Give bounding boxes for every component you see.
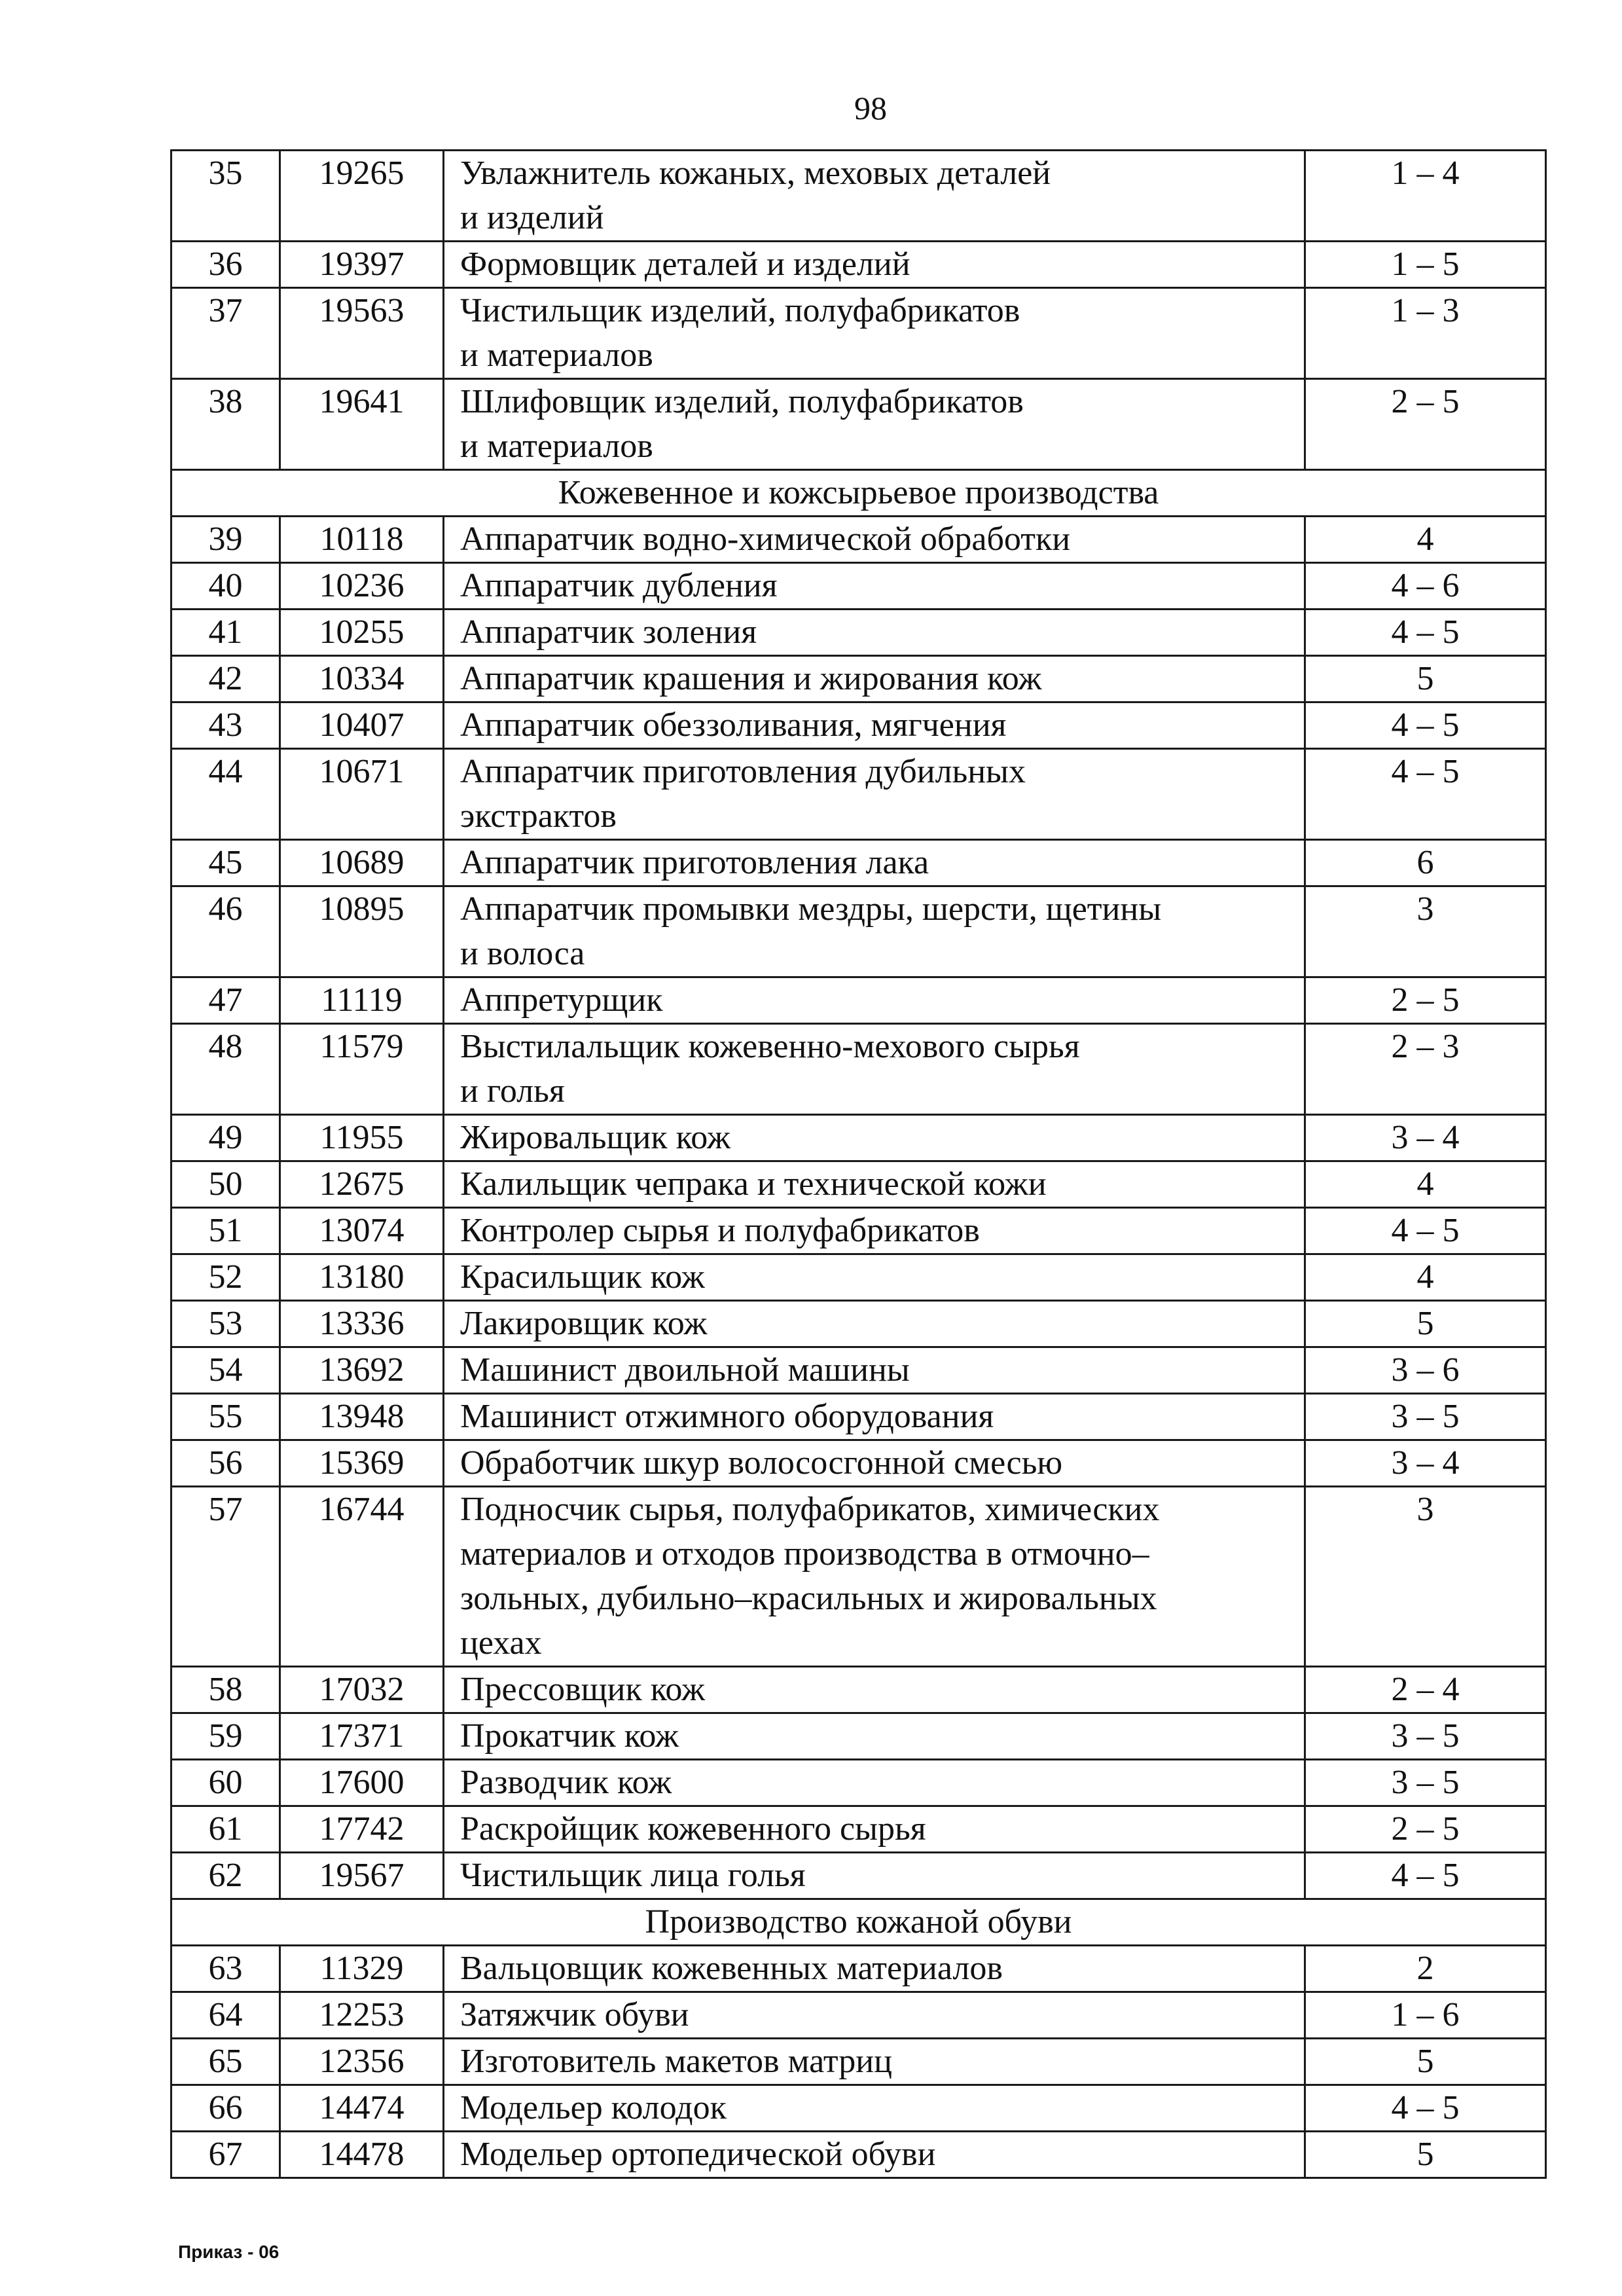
profession-name: Красильщик кож (444, 1254, 1305, 1301)
table-row (171, 1161, 1546, 1208)
profession-code: 12253 (280, 1992, 444, 2039)
table-row (171, 1301, 1546, 1347)
document-footer: Приказ - 06 (178, 2242, 279, 2262)
table-row (171, 1254, 1546, 1301)
row-number: 50 (171, 1161, 280, 1208)
profession-name: Аппаратчик приготовления лака (444, 840, 1305, 886)
profession-code: 19567 (280, 1853, 444, 1899)
profession-code: 10689 (280, 840, 444, 886)
profession-name: Чистильщик лица голья (444, 1853, 1305, 1899)
profession-code: 17742 (280, 1806, 444, 1853)
profession-code: 19641 (280, 379, 444, 470)
profession-code: 10895 (280, 886, 444, 977)
profession-code: 16744 (280, 1487, 444, 1667)
table-row (171, 517, 1546, 563)
profession-code: 17371 (280, 1713, 444, 1760)
table-row (171, 1487, 1546, 1667)
table-row (171, 1394, 1546, 1440)
grade-range: 4 – 5 (1305, 610, 1546, 656)
profession-name: Модельер ортопедической обуви (444, 2132, 1305, 2178)
profession-code: 13692 (280, 1347, 444, 1394)
grade-range: 2 – 5 (1305, 1806, 1546, 1853)
table-row (171, 1440, 1546, 1487)
grade-range: 1 – 5 (1305, 242, 1546, 288)
table-row (171, 1115, 1546, 1161)
grade-range: 2 – 5 (1305, 379, 1546, 470)
grade-range: 3 – 6 (1305, 1347, 1546, 1394)
grade-range: 4 (1305, 1161, 1546, 1208)
profession-code: 17032 (280, 1667, 444, 1713)
profession-code: 17600 (280, 1760, 444, 1806)
table-row (171, 563, 1546, 610)
row-number: 43 (171, 702, 280, 749)
grade-range: 4 – 5 (1305, 749, 1546, 840)
profession-name: Аппаратчик водно-химической обработки (444, 517, 1305, 563)
profession-name: Раскройщик кожевенного сырья (444, 1806, 1305, 1853)
grade-range: 4 (1305, 1254, 1546, 1301)
table-row (171, 1208, 1546, 1254)
profession-code: 12675 (280, 1161, 444, 1208)
table-row (171, 1713, 1546, 1760)
grade-range: 3 – 4 (1305, 1440, 1546, 1487)
grade-range: 6 (1305, 840, 1546, 886)
grade-range: 4 – 5 (1305, 2085, 1546, 2132)
profession-code: 13948 (280, 1394, 444, 1440)
grade-range: 4 – 6 (1305, 563, 1546, 610)
table-row (171, 379, 1546, 470)
profession-code: 12356 (280, 2039, 444, 2085)
grade-range: 5 (1305, 656, 1546, 702)
grade-range: 2 – 4 (1305, 1667, 1546, 1713)
profession-name: Шлифовщик изделий, полуфабрикатов и материалов (444, 379, 1305, 470)
grade-range: 3 – 5 (1305, 1760, 1546, 1806)
profession-name: Увлажнитель кожаных, меховых деталей и изделий (444, 151, 1305, 242)
profession-name: Контролер сырья и полуфабрикатов (444, 1208, 1305, 1254)
row-number: 58 (171, 1667, 280, 1713)
grade-range: 1 – 4 (1305, 151, 1546, 242)
grade-range: 4 (1305, 517, 1546, 563)
profession-code: 10118 (280, 517, 444, 563)
grade-range: 3 (1305, 886, 1546, 977)
profession-code: 14474 (280, 2085, 444, 2132)
profession-name: Аппаратчик приготовления дубильных экстрактов (444, 749, 1305, 840)
profession-name: Аппаратчик обеззоливания, мягчения (444, 702, 1305, 749)
profession-code: 13336 (280, 1301, 444, 1347)
profession-name: Выстилальщик кожевенно-мехового сырья и голья (444, 1024, 1305, 1115)
profession-name: Обработчик шкур волососгонной смесью (444, 1440, 1305, 1487)
row-number: 55 (171, 1394, 280, 1440)
profession-name: Прессовщик кож (444, 1667, 1305, 1713)
row-number: 35 (171, 151, 280, 242)
section-title: Кожевенное и кожсырьевое производства (171, 470, 1546, 517)
row-number: 51 (171, 1208, 280, 1254)
row-number: 64 (171, 1992, 280, 2039)
profession-code: 10334 (280, 656, 444, 702)
profession-name: Аппаратчик промывки мездры, шерсти, щетины и волоса (444, 886, 1305, 977)
grade-range: 5 (1305, 2132, 1546, 2178)
profession-code: 14478 (280, 2132, 444, 2178)
row-number: 42 (171, 656, 280, 702)
profession-code: 10255 (280, 610, 444, 656)
grade-range: 2 (1305, 1946, 1546, 1992)
profession-name: Чистильщик изделий, полуфабрикатов и материалов (444, 288, 1305, 379)
table-row (171, 242, 1546, 288)
row-number: 38 (171, 379, 280, 470)
profession-code: 13074 (280, 1208, 444, 1254)
row-number: 66 (171, 2085, 280, 2132)
row-number: 61 (171, 1806, 280, 1853)
table-row (171, 749, 1546, 840)
table-row (171, 1667, 1546, 1713)
profession-name: Модельер колодок (444, 2085, 1305, 2132)
table-row (171, 1024, 1546, 1115)
section-header-row (171, 470, 1546, 517)
row-number: 52 (171, 1254, 280, 1301)
table-row (171, 2085, 1546, 2132)
grade-range: 4 – 5 (1305, 1208, 1546, 1254)
grade-range: 5 (1305, 1301, 1546, 1347)
table-row (171, 656, 1546, 702)
grade-range: 3 – 4 (1305, 1115, 1546, 1161)
profession-name: Изготовитель макетов матриц (444, 2039, 1305, 2085)
row-number: 54 (171, 1347, 280, 1394)
profession-code: 13180 (280, 1254, 444, 1301)
row-number: 49 (171, 1115, 280, 1161)
profession-code: 11579 (280, 1024, 444, 1115)
profession-code: 10236 (280, 563, 444, 610)
row-number: 48 (171, 1024, 280, 1115)
profession-table-body (171, 151, 1546, 2178)
row-number: 37 (171, 288, 280, 379)
page-number: 98 (854, 90, 887, 126)
row-number: 45 (171, 840, 280, 886)
profession-name: Лакировщик кож (444, 1301, 1305, 1347)
table-row (171, 1347, 1546, 1394)
profession-code: 10671 (280, 749, 444, 840)
profession-name: Прокатчик кож (444, 1713, 1305, 1760)
table-row (171, 610, 1546, 656)
profession-code: 19397 (280, 242, 444, 288)
profession-name: Машинист отжимного оборудования (444, 1394, 1305, 1440)
profession-code: 10407 (280, 702, 444, 749)
table-row (171, 151, 1546, 242)
row-number: 65 (171, 2039, 280, 2085)
row-number: 36 (171, 242, 280, 288)
row-number: 39 (171, 517, 280, 563)
profession-code: 11955 (280, 1115, 444, 1161)
grade-range: 3 (1305, 1487, 1546, 1667)
row-number: 46 (171, 886, 280, 977)
table-row (171, 1992, 1546, 2039)
row-number: 56 (171, 1440, 280, 1487)
table-row (171, 1853, 1546, 1899)
profession-name: Затяжчик обуви (444, 1992, 1305, 2039)
table-row (171, 2132, 1546, 2178)
profession-table (170, 149, 1547, 2179)
grade-range: 2 – 3 (1305, 1024, 1546, 1115)
table-row (171, 2039, 1546, 2085)
row-number: 44 (171, 749, 280, 840)
row-number: 62 (171, 1853, 280, 1899)
table-row (171, 702, 1546, 749)
table-row (171, 1806, 1546, 1853)
table-row (171, 886, 1546, 977)
profession-name: Вальцовщик кожевенных материалов (444, 1946, 1305, 1992)
row-number: 41 (171, 610, 280, 656)
section-title: Производство кожаной обуви (171, 1899, 1546, 1946)
profession-name: Аппаратчик золения (444, 610, 1305, 656)
profession-code: 11329 (280, 1946, 444, 1992)
profession-code: 11119 (280, 977, 444, 1024)
grade-range: 5 (1305, 2039, 1546, 2085)
profession-name: Разводчик кож (444, 1760, 1305, 1806)
table-row (171, 1760, 1546, 1806)
profession-name: Аппаратчик крашения и жирования кож (444, 656, 1305, 702)
profession-name: Подносчик сырья, полуфабрикатов, химических материалов и отходов производства в отмочно– зольных, дубильно–красильных и жировальных цехах (444, 1487, 1305, 1667)
profession-name: Формовщик деталей и изделий (444, 242, 1305, 288)
row-number: 63 (171, 1946, 280, 1992)
row-number: 40 (171, 563, 280, 610)
table-row (171, 840, 1546, 886)
grade-range: 2 – 5 (1305, 977, 1546, 1024)
row-number: 47 (171, 977, 280, 1024)
row-number: 67 (171, 2132, 280, 2178)
grade-range: 3 – 5 (1305, 1394, 1546, 1440)
profession-code: 19265 (280, 151, 444, 242)
row-number: 59 (171, 1713, 280, 1760)
grade-range: 4 – 5 (1305, 1853, 1546, 1899)
profession-name: Аппаратчик дубления (444, 563, 1305, 610)
row-number: 53 (171, 1301, 280, 1347)
row-number: 57 (171, 1487, 280, 1667)
table-row (171, 977, 1546, 1024)
profession-code: 19563 (280, 288, 444, 379)
grade-range: 1 – 6 (1305, 1992, 1546, 2039)
profession-name: Жировальщик кож (444, 1115, 1305, 1161)
row-number: 60 (171, 1760, 280, 1806)
profession-name: Калильщик чепрака и технической кожи (444, 1161, 1305, 1208)
grade-range: 3 – 5 (1305, 1713, 1546, 1760)
profession-name: Аппретурщик (444, 977, 1305, 1024)
grade-range: 4 – 5 (1305, 702, 1546, 749)
profession-name: Машинист двоильной машины (444, 1347, 1305, 1394)
table-row (171, 288, 1546, 379)
section-header-row (171, 1899, 1546, 1946)
grade-range: 1 – 3 (1305, 288, 1546, 379)
table-row (171, 1946, 1546, 1992)
profession-code: 15369 (280, 1440, 444, 1487)
